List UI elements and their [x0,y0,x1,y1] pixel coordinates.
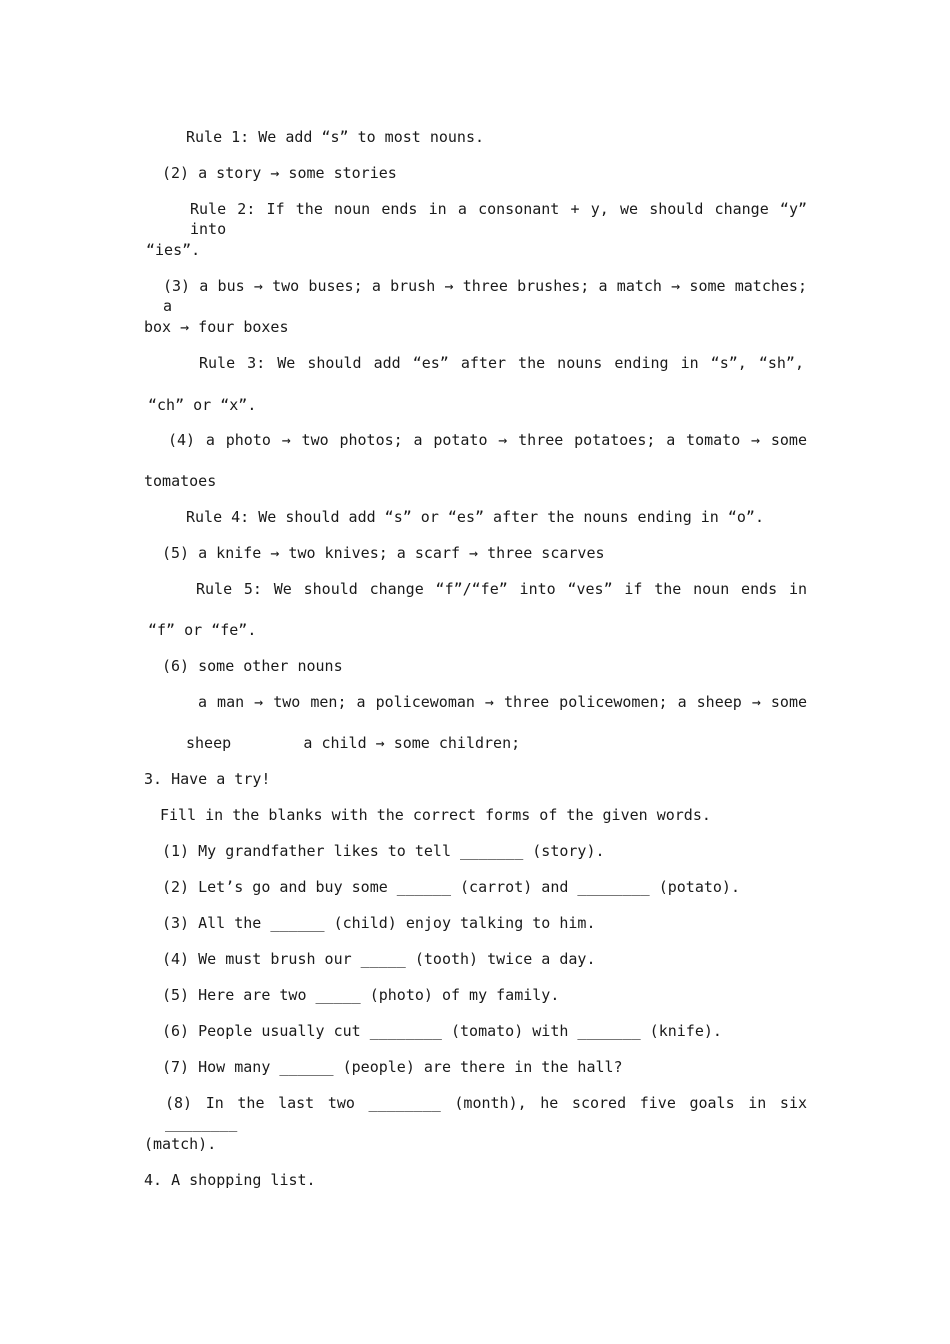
rule-2-line-1: Rule 2: If the noun ends in a consonant + y, we should change “y” into [190,200,807,238]
rule-4: Rule 4: We should add “s” or “es” after the nouns ending in “o”. [186,508,764,526]
exercise-3: (3) All the ______ (child) enjoy talking to him. [162,914,596,932]
example-6-line-1: a man → two men; a policewoman → three policewomen; a sheep → some [198,693,807,711]
section-4-heading: 4. A shopping list. [144,1171,316,1189]
section-3-instructions: Fill in the blanks with the correct forms of the given words. [160,806,711,824]
exercise-1: (1) My grandfather likes to tell _______ (story). [162,842,605,860]
section-3-heading: 3. Have a try! [144,770,271,788]
exercise-7: (7) How many ______ (people) are there in the hall? [162,1058,623,1076]
example-4-line-2: tomatoes [144,472,217,490]
exercise-4: (4) We must brush our _____ (tooth) twice a day. [162,950,596,968]
example-5: (5) a knife → two knives; a scarf → three scarves [162,544,605,562]
example-3-line-2: box → four boxes [144,318,289,336]
example-4-line-1: (4) a photo → two photos; a potato → three potatoes; a tomato → some [168,431,807,449]
exercise-8-line-2: (match). [144,1135,217,1153]
example-3-line-1: (3) a bus → two buses; a brush → three brushes; a match → some matches; a [163,277,807,315]
example-2: (2) a story → some stories [162,164,397,182]
example-6-heading: (6) some other nouns [162,657,343,675]
rule-5-line-1: Rule 5: We should change “f”/“fe” into “ves” if the noun ends in [196,580,807,598]
example-6-line-2: sheep a child → some children; [186,734,521,752]
rule-3-line-2: “ch” or “x”. [148,396,257,414]
rule-1: Rule 1: We add “s” to most nouns. [186,128,485,146]
exercise-2: (2) Let’s go and buy some ______ (carrot) and ________ (potato). [162,878,740,896]
rule-2-line-2: “ies”. [146,241,201,259]
exercise-6: (6) People usually cut ________ (tomato) with _______ (knife). [162,1022,722,1040]
exercise-8-line-1: (8) In the last two ________ (month), he scored five goals in six ________ [165,1094,807,1132]
exercise-5: (5) Here are two _____ (photo) of my family. [162,986,560,1004]
rule-3-line-1: Rule 3: We should add “es” after the nouns ending in “s”, “sh”, [199,354,804,372]
rule-5-line-2: “f” or “fe”. [148,621,257,639]
